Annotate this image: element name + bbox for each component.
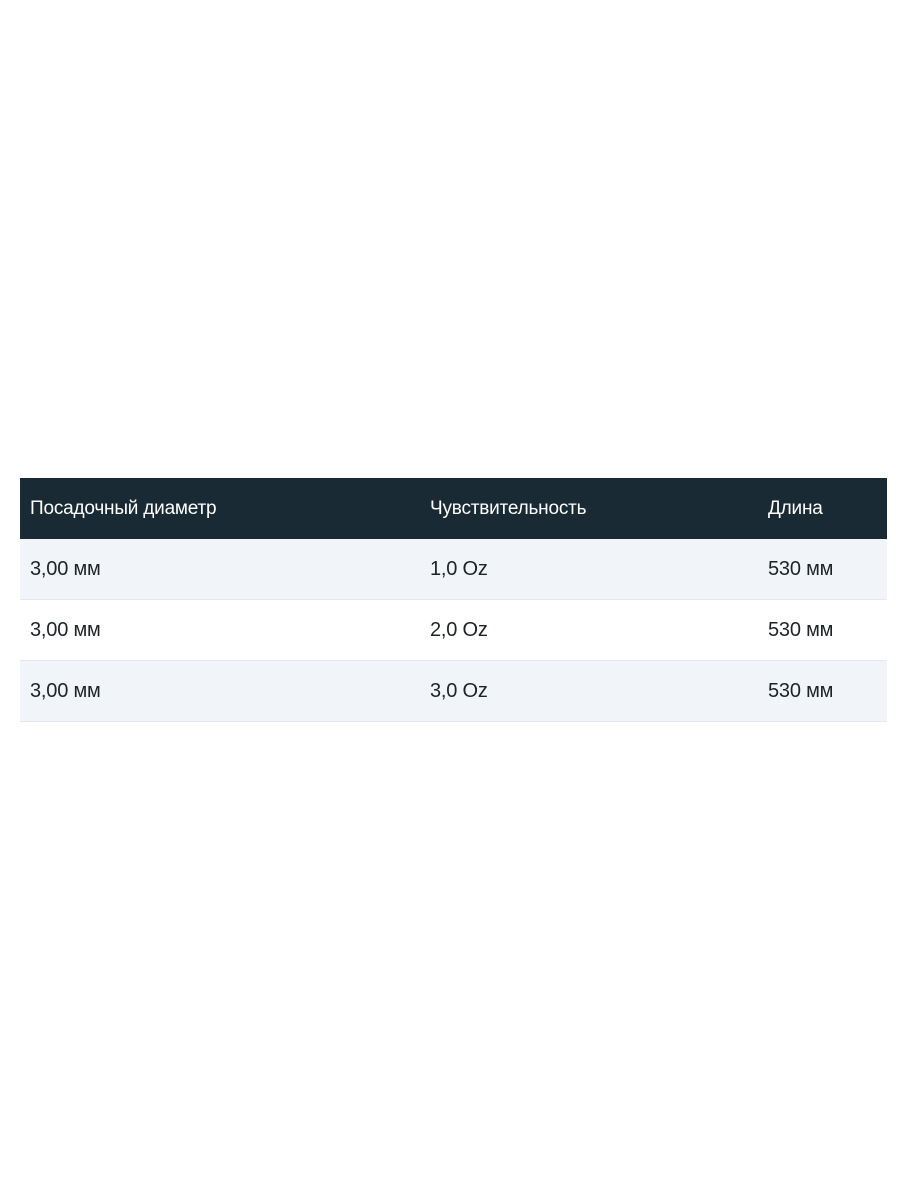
cell-diameter: 3,00 мм [20, 539, 420, 600]
cell-sensitivity: 2,0 Oz [420, 600, 758, 661]
column-header-sensitivity: Чувствительность [430, 497, 587, 519]
cell-diameter: 3,00 мм [20, 661, 420, 722]
cell-diameter: 3,00 мм [20, 600, 420, 661]
table-row [20, 539, 887, 600]
table-row [20, 661, 887, 722]
column-header-diameter: Посадочный диаметр [30, 497, 217, 519]
specifications-table [20, 478, 887, 722]
cell-sensitivity: 1,0 Oz [420, 539, 758, 600]
cell-length: 530 мм [758, 661, 887, 722]
cell-length: 530 мм [758, 600, 887, 661]
cell-length: 530 мм [758, 539, 887, 600]
column-header-length: Длина [768, 497, 823, 519]
table-header-row [20, 478, 887, 539]
cell-sensitivity: 3,0 Oz [420, 661, 758, 722]
table-row [20, 600, 887, 661]
